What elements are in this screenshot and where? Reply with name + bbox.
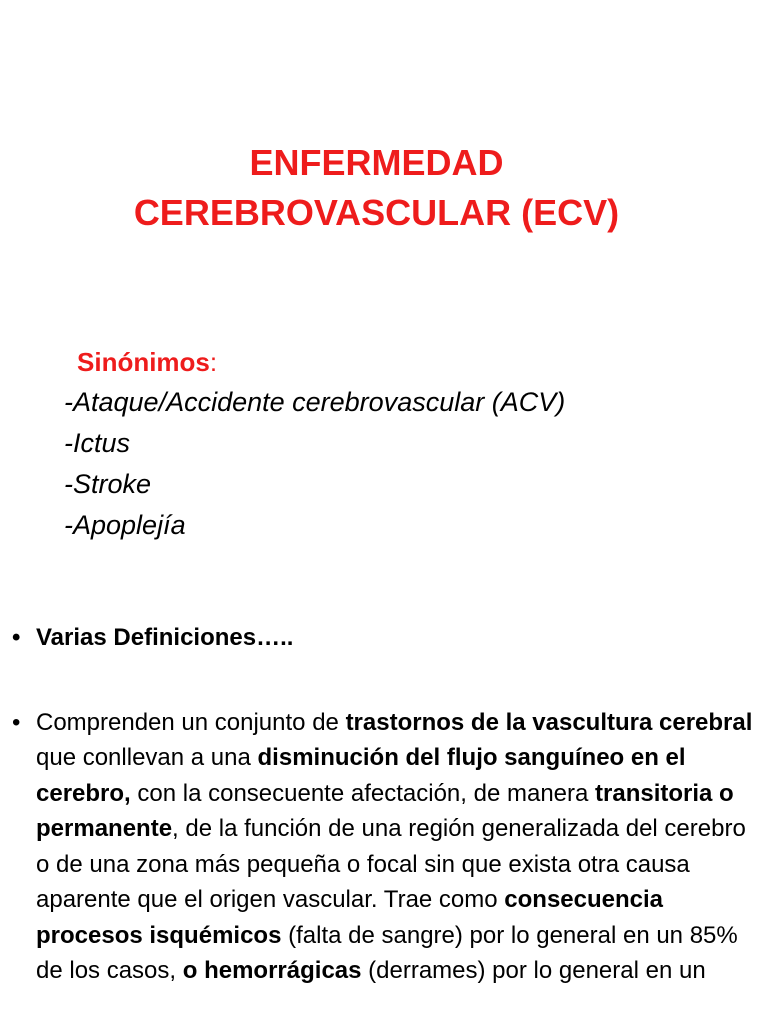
- synonym-item: -Stroke: [64, 469, 152, 499]
- synonyms-heading: [77, 342, 754, 382]
- definition-bold-2: disminución del flujo sanguíneo en el cerebro,: [36, 744, 686, 807]
- definitions-heading: Varias Definiciones…..: [36, 624, 294, 651]
- definition-bold-4: consecuencia procesos isquémicos: [36, 886, 664, 949]
- synonyms-heading-label: Sinónimos: [77, 347, 210, 377]
- synonyms-section: [64, 342, 754, 546]
- definition-text-3: con la consecuente afectación, de manera: [130, 779, 596, 807]
- bullet-definitions-heading: [12, 620, 757, 656]
- synonyms-heading-colon: :: [209, 347, 218, 377]
- synonyms-list: [64, 382, 754, 546]
- definition-text-4: , de la función de una región generalizada del cerebro o de una zona más pequeña o focal sin que exista otra causa aparente que el origen vascular. Trae como: [36, 815, 746, 913]
- bullet-dot: •: [12, 708, 21, 736]
- definition-text-6: (derrames) por lo general en un: [361, 957, 706, 984]
- definition-text-5: (falta de sangre) por lo general en un 85% de los casos,: [36, 921, 738, 984]
- definition-bold-3: transitoria o permanente: [36, 779, 734, 842]
- synonym-item: -Apoplejía: [64, 510, 186, 540]
- definition-text-2: que conllevan a una: [36, 744, 258, 771]
- synonym-item: -Ictus: [64, 428, 131, 458]
- title-line-1: ENFERMEDAD: [249, 142, 504, 183]
- definition-text-1: Comprenden un conjunto de: [36, 708, 346, 736]
- slide-title: [0, 138, 753, 238]
- bullet-definition-text: [12, 705, 757, 989]
- definition-bold-5: o hemorrágicas: [182, 957, 362, 984]
- bullet-dot: •: [12, 624, 21, 651]
- title-line-2: CEREBROVASCULAR (ECV): [133, 192, 620, 233]
- definition-bold-1: trastornos de la vascultura cerebral: [345, 708, 753, 736]
- synonym-item: -Ataque/Accidente cerebrovascular (ACV): [64, 387, 566, 417]
- definitions-list: [12, 620, 757, 989]
